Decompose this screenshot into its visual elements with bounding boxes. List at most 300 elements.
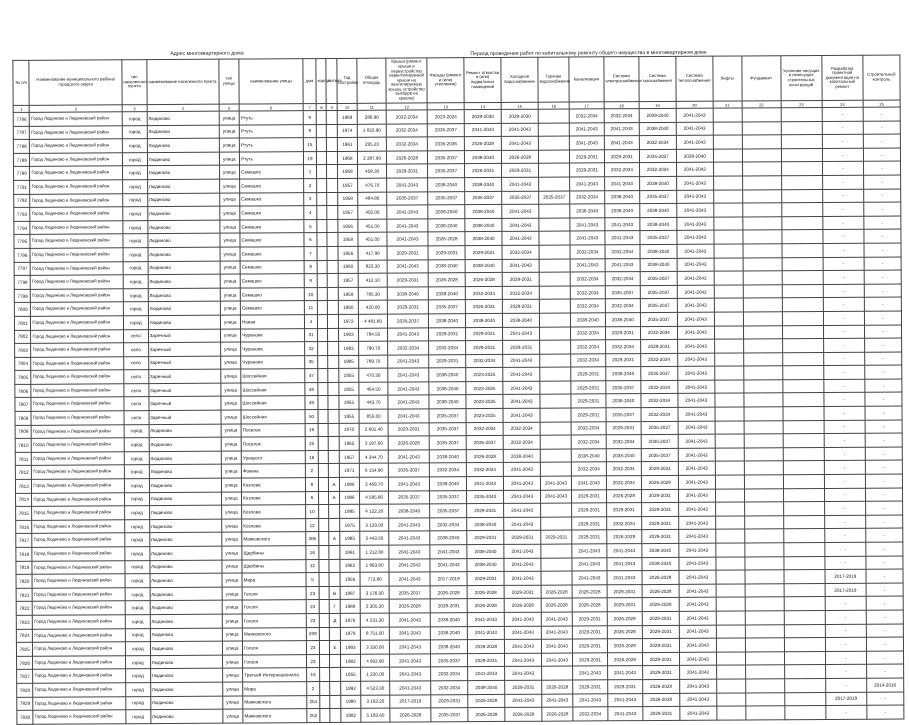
table-cell: 4 — [304, 314, 317, 328]
table-cell: 2041-2043 — [503, 354, 540, 368]
table-cell: Ртуть — [240, 151, 304, 165]
table-cell: 2038-2040 — [431, 640, 468, 654]
table-cell: 2041-2043 — [390, 681, 431, 695]
column-header: Система теплоснабжения — [676, 56, 713, 101]
table-cell: 2041-2043 — [678, 489, 715, 503]
table-cell: Шоссейная — [241, 410, 305, 424]
table-cell — [714, 230, 743, 244]
table-cell — [742, 203, 781, 217]
table-cell: город — [125, 642, 150, 656]
table-cell: 1956 — [338, 246, 359, 260]
table-cell: 4 344.70 — [359, 450, 388, 464]
table-cell: город — [123, 180, 148, 194]
table-cell — [782, 366, 823, 380]
table-cell: улица — [220, 356, 241, 370]
table-cell: - — [866, 610, 903, 624]
table-cell: Город Людиново и Людиновский район — [33, 615, 126, 629]
table-cell: 2038-2040 — [428, 218, 465, 232]
table-cell: 2035-2037 — [431, 708, 468, 722]
table-cell: Город Людиново и Людиновский район — [33, 683, 126, 697]
table-cell: 2038-2040 — [639, 122, 676, 136]
table-cell: 1 212.80 — [360, 545, 389, 559]
table-cell — [716, 584, 745, 598]
table-cell: 2032-2034 — [571, 435, 606, 449]
table-cell — [330, 695, 340, 709]
column-number: 6 — [239, 104, 303, 111]
table-cell: Город Людиново и Людиновский район — [31, 288, 124, 302]
table-cell: А — [329, 532, 339, 546]
table-cell: - — [824, 420, 865, 434]
table-cell — [745, 611, 784, 625]
table-cell: - — [824, 447, 865, 461]
table-cell: 2041-2043 — [676, 135, 713, 149]
table-cell: 2032-2034 — [641, 394, 678, 408]
table-cell — [783, 407, 824, 421]
table-cell: - — [824, 515, 865, 529]
table-cell: 2041-2043 — [503, 463, 540, 477]
table-cell — [717, 706, 746, 720]
table-cell: 1958 — [337, 165, 358, 179]
table-cell: - — [867, 705, 904, 719]
table-cell: - — [864, 229, 901, 243]
table-cell: 2041-2043 — [679, 598, 716, 612]
table-cell: 2038-2040 — [465, 205, 502, 219]
table-cell: 7826 — [17, 656, 34, 670]
table-cell: 2035-2037 — [430, 504, 467, 518]
table-cell — [319, 586, 329, 600]
table-cell: - — [864, 243, 901, 257]
table-cell: город — [123, 193, 148, 207]
table-cell: 16 — [306, 668, 319, 682]
table-cell: 2029-2031 — [431, 694, 468, 708]
table-cell: Шоссейная — [241, 369, 305, 383]
table-cell: Город Людиново и Людиновский район — [33, 588, 126, 602]
table-cell — [328, 301, 338, 315]
table-cell: 2029-2031 — [429, 354, 466, 368]
table-cell: 2041-2043 — [503, 367, 540, 381]
table-cell: - — [866, 569, 903, 583]
table-cell: улица — [222, 668, 243, 682]
table-cell: 2038-2040 — [503, 313, 540, 327]
table-cell: Мира — [242, 573, 306, 587]
table-cell: улица — [220, 261, 241, 275]
table-cell — [319, 600, 329, 614]
table-cell: 1960 — [338, 301, 359, 315]
table-cell — [539, 272, 570, 286]
table-cell — [782, 298, 823, 312]
table-cell: - — [824, 406, 865, 420]
column-header: № п/п — [13, 60, 30, 105]
table-cell: 2032-2034 — [571, 340, 606, 354]
table-cell: 2041-2043 — [678, 407, 715, 421]
table-cell: 2035-2037 — [502, 191, 539, 205]
table-cell: город — [125, 615, 150, 629]
column-number: 21 — [713, 101, 742, 108]
table-cell: 2041-2043 — [679, 652, 716, 666]
table-cell: 785.30 — [358, 287, 387, 301]
table-cell: Город Людиново и Людиновский район — [31, 411, 124, 425]
table-cell: 2032-2034 — [466, 463, 503, 477]
table-cell: Город Людиново и Людиновский район — [31, 384, 124, 398]
table-cell: 2041-2043 — [678, 434, 715, 448]
table-cell: 2014-2016 — [867, 678, 904, 692]
table-cell: 2041-2043 — [389, 558, 430, 572]
table-cell — [743, 380, 782, 394]
table-cell: Гоголя — [243, 654, 307, 668]
table-cell: Гоголя — [242, 641, 306, 655]
table-cell: 2026-2028 — [504, 599, 541, 613]
table-cell — [715, 475, 744, 489]
table-cell — [318, 328, 328, 342]
table-cell: 2035-2037 — [640, 312, 677, 326]
table-cell — [538, 136, 569, 150]
table-cell: 2026-2028 — [572, 585, 607, 599]
column-header: корпус — [316, 59, 327, 104]
table-cell: - — [823, 257, 864, 271]
table-cell: 48 — [305, 382, 318, 396]
table-cell: 2041-2043 — [677, 271, 714, 285]
table-cell: улица — [219, 111, 240, 125]
table-cell: Людиново — [149, 519, 221, 533]
table-cell: 2041-2043 — [388, 450, 429, 464]
table-cell: 1957 — [338, 273, 359, 287]
table-cell: 2026-2031 — [465, 164, 502, 178]
table-cell: 50 — [305, 410, 318, 424]
table-cell: 2041-2043 — [504, 490, 541, 504]
table-cell: Людиново — [149, 546, 221, 560]
table-cell: 2029-2031 — [608, 680, 643, 694]
table-cell: 2029-2031 — [387, 246, 428, 260]
column-number: 11 — [357, 103, 386, 110]
table-cell: улица — [219, 138, 240, 152]
table-cell: 2029-2031 — [642, 639, 679, 653]
table-cell: 2023-2025 — [466, 381, 503, 395]
table-cell: 2041-2043 — [678, 421, 715, 435]
table-cell — [714, 325, 743, 339]
table-cell — [744, 543, 783, 557]
table-cell: Семашко — [240, 165, 304, 179]
table-cell: 2026-2028 — [607, 612, 642, 626]
table-cell: 2041-2043 — [679, 679, 716, 693]
table-cell — [317, 138, 327, 152]
table-cell: 2038-2040 — [606, 394, 641, 408]
table-cell: Чуранова — [241, 355, 305, 369]
table-cell: 7792 — [14, 194, 31, 208]
table-cell: - — [823, 352, 864, 366]
table-cell: 2032-2034 — [570, 190, 605, 204]
table-cell: 2029-2030 — [501, 109, 538, 123]
table-cell: 2032-2034 — [386, 110, 427, 124]
table-cell: - — [823, 216, 864, 230]
table-cell: 7823 — [16, 615, 33, 629]
table-cell: 7821 — [16, 588, 33, 602]
table-cell: 2029-2031 — [642, 666, 679, 680]
table-cell — [783, 515, 824, 529]
table-cell: 16 — [306, 546, 319, 560]
column-header: Год постройки — [337, 58, 358, 103]
table-cell: 2 287.90 — [358, 151, 387, 165]
table-cell — [784, 651, 825, 665]
table-cell: 2038-2040 — [429, 450, 466, 464]
column-header: Разработка проектной документации на капитальный ремонт — [822, 55, 863, 100]
table-cell: 2032-2034 — [606, 462, 641, 476]
table-cell: 2026-2028 — [390, 708, 431, 722]
table-cell: 823.30 — [358, 260, 387, 274]
table-cell: 2041-2043 — [388, 355, 429, 369]
table-cell — [781, 175, 822, 189]
table-cell: 5 — [306, 573, 319, 587]
table-cell — [742, 189, 781, 203]
table-cell — [540, 435, 571, 449]
table-cell: 2035-2037 — [428, 150, 465, 164]
table-cell: Город Людиново и Людиновский район — [32, 424, 125, 438]
table-cell: 2026-2028 — [464, 137, 501, 151]
table-cell: Людиново — [149, 533, 221, 547]
table-cell: 470.30 — [359, 368, 388, 382]
table-cell — [538, 109, 569, 123]
table-cell: Людиново — [148, 234, 220, 248]
table-cell: 2035-2037 — [539, 191, 570, 205]
table-cell: город — [124, 451, 149, 465]
table-cell — [318, 369, 328, 383]
table-cell: 2029-2031 — [465, 245, 502, 259]
table-cell: 2041-2043 — [388, 395, 429, 409]
table-cell: 443.70 — [359, 396, 388, 410]
table-cell: 2041-2043 — [387, 259, 428, 273]
header-row — [13, 55, 900, 105]
table-cell: 7804 — [15, 357, 32, 371]
table-cell — [328, 396, 338, 410]
table-cell — [320, 709, 330, 723]
table-cell: 2038-2040 — [429, 395, 466, 409]
table-cell — [329, 559, 339, 573]
table-cell: улица — [219, 233, 240, 247]
table-cell: 2029-2031 — [571, 408, 606, 422]
table-cell: 2035-2037 — [431, 653, 468, 667]
column-header: Канализация — [569, 57, 604, 102]
table-cell: - — [864, 257, 901, 271]
table-cell: 2041-2043 — [569, 136, 604, 150]
table-cell: 2041-2043 — [677, 258, 714, 272]
table-cell: 2032-2034 — [571, 353, 606, 367]
table-cell — [539, 163, 570, 177]
table-cell: 2041-2043 — [504, 476, 541, 490]
table-cell — [328, 260, 338, 274]
table-cell: 2041-2043 — [676, 190, 713, 204]
table-cell — [745, 651, 784, 665]
table-cell: 49 — [305, 396, 318, 410]
table-cell: Город Людиново и Людиновский район — [30, 248, 123, 262]
table-cell: - — [865, 474, 902, 488]
column-header: тип населенного пункта — [122, 60, 147, 105]
periods-group-title: Период проведения работ по капитальному ремонту общего имущества в многоквартирном доме — [470, 49, 707, 58]
table-cell — [783, 475, 824, 489]
table-cell — [784, 624, 825, 638]
table-cell — [317, 192, 327, 206]
table-cell — [318, 314, 328, 328]
table-cell: 8 — [304, 260, 317, 274]
table-cell — [328, 314, 338, 328]
table-cell: 2041-2043 — [678, 380, 715, 394]
table-cell: 2041-2043 — [679, 530, 716, 544]
table-cell: Маяковского — [242, 627, 306, 641]
table-cell: Людиново — [147, 166, 219, 180]
table-cell: Город Людиново и Людиновский район — [33, 655, 126, 669]
table-cell: - — [823, 366, 864, 380]
column-number: 23 — [781, 100, 822, 107]
table-cell: 1988 — [340, 600, 361, 614]
table-cell — [714, 298, 743, 312]
table-cell: Людиново — [150, 696, 222, 710]
table-cell: 1955 — [340, 668, 361, 682]
table-cell: 2041-2043 — [607, 571, 642, 585]
table-cell — [781, 148, 822, 162]
table-cell: 2035-2037 — [428, 191, 465, 205]
table-cell: 7811 — [15, 452, 32, 466]
table-cell: 2 601.40 — [359, 423, 388, 437]
table-cell — [319, 532, 329, 546]
table-cell: Козлова — [242, 518, 306, 532]
table-cell: 1 863.80 — [360, 559, 389, 573]
table-cell: 10 — [305, 505, 318, 519]
table-cell: улица — [219, 193, 240, 207]
table-cell: - — [824, 433, 865, 447]
table-cell: - — [865, 352, 902, 366]
table-cell: - — [864, 284, 901, 298]
table-cell: 1960 — [338, 260, 359, 274]
table-cell: 1961 — [337, 138, 358, 152]
table-cell: Семашко — [240, 260, 304, 274]
table-cell: 2041-2043 — [389, 545, 430, 559]
table-cell: 2023-2025 — [466, 408, 503, 422]
table-cell — [745, 638, 784, 652]
table-cell: 2026-2028 — [466, 449, 503, 463]
table-cell — [715, 502, 744, 516]
table-cell: 2029-2031 — [387, 300, 428, 314]
table-cell: 2038-2040 — [428, 205, 465, 219]
table-cell — [319, 518, 329, 532]
table-cell: 2035-2037 — [389, 586, 430, 600]
table-cell: 2032-2034 — [466, 354, 503, 368]
table-cell: 47 — [305, 369, 318, 383]
table-cell: 2035-2037 — [466, 436, 503, 450]
table-cell: Козлова — [242, 491, 306, 505]
table-cell — [319, 545, 329, 559]
table-cell — [784, 610, 825, 624]
table-cell: 1987 — [340, 586, 361, 600]
table-cell: 2038-2040 — [640, 258, 677, 272]
table-cell: улица — [221, 546, 242, 560]
table-cell: Город Людиново и Людиновский район — [30, 234, 123, 248]
table-cell: 3 330.00 — [361, 640, 390, 654]
table-cell: 2026-2028 — [607, 652, 642, 666]
table-cell — [714, 312, 743, 326]
table-cell: 1970 — [339, 423, 360, 437]
table-cell — [330, 627, 340, 641]
table-cell: 2041-2043 — [573, 693, 608, 707]
table-cell: 9 — [303, 111, 316, 125]
table-cell: 2041-2043 — [679, 557, 716, 571]
table-cell — [328, 287, 338, 301]
table-cell: 1983 — [338, 328, 359, 342]
table-cell: 2041-2043 — [607, 666, 642, 680]
table-cell: Людиново — [148, 301, 220, 315]
table-cell: - — [822, 107, 863, 121]
table-cell: 2041-2043 — [676, 176, 713, 190]
table-cell: 2032-2034 — [571, 421, 606, 435]
table-cell: 2041-2043 — [677, 285, 714, 299]
table-cell: 2041-2043 — [389, 640, 430, 654]
table-cell — [542, 666, 573, 680]
table-cell: улица — [220, 274, 241, 288]
table-cell — [782, 339, 823, 353]
table-cell: - — [822, 175, 863, 189]
table-cell: 2032-2034 — [641, 407, 678, 421]
table-cell: 2029-2031 — [466, 327, 503, 341]
table-cell: 2035-2037 — [387, 191, 428, 205]
table-cell: 2038-2040 — [430, 613, 467, 627]
table-cell: 2029-2031 — [573, 680, 608, 694]
table-cell: 2041-2043 — [505, 667, 542, 681]
table-cell — [327, 124, 337, 138]
table-cell: 23 — [306, 654, 319, 668]
table-cell: 2038-2040 — [571, 449, 606, 463]
table-cell: Город Людиново и Людиновский район — [32, 452, 125, 466]
table-cell: улица — [221, 437, 242, 451]
table-cell: 254 — [307, 695, 320, 709]
table-cell: 484.80 — [358, 192, 387, 206]
table-cell: 2026-2028 — [606, 489, 641, 503]
table-cell: 2029-2031 — [571, 489, 606, 503]
table-cell — [317, 260, 327, 274]
table-cell: 7827 — [17, 670, 34, 684]
table-cell — [317, 287, 327, 301]
table-cell — [784, 570, 825, 584]
column-header: Лифты — [713, 56, 742, 101]
table-cell: 2041-2043 — [677, 298, 714, 312]
table-cell: - — [863, 148, 900, 162]
table-cell: 2041-2043 — [679, 543, 716, 557]
table-cell: 2029-2031 — [571, 381, 606, 395]
table-cell: Козлова — [242, 505, 306, 519]
table-cell: 2029-2031 — [606, 503, 641, 517]
table-cell: 2041-2043 — [678, 502, 715, 516]
table-cell: улица — [221, 519, 242, 533]
table-cell: - — [826, 705, 867, 719]
table-cell — [782, 284, 823, 298]
table-cell: 7791 — [14, 180, 31, 194]
table-cell: 2026-2028 — [389, 599, 430, 613]
table-cell: Людиново — [150, 587, 222, 601]
table-cell: 7820 — [16, 575, 33, 589]
table-cell: город — [123, 261, 148, 275]
table-cell: Город Людиново и Людиновский район — [30, 112, 123, 126]
table-cell: - — [864, 202, 901, 216]
table-cell: - — [823, 243, 864, 257]
table-cell: 7802 — [15, 330, 32, 344]
table-cell — [317, 219, 327, 233]
table-cell: 1957 — [339, 450, 360, 464]
table-cell: 2041-2043 — [678, 366, 715, 380]
column-number: 5 — [219, 104, 240, 111]
table-cell: 2041-2043 — [607, 557, 642, 571]
table-cell — [541, 571, 572, 585]
table-cell: 2041-2043 — [677, 326, 714, 340]
table-cell: 2038-2040 — [430, 626, 467, 640]
table-cell: 2029-2031 — [467, 504, 504, 518]
table-cell: Город Людиново и Людиновский район — [32, 506, 125, 520]
table-cell: 2041-2043 — [678, 448, 715, 462]
